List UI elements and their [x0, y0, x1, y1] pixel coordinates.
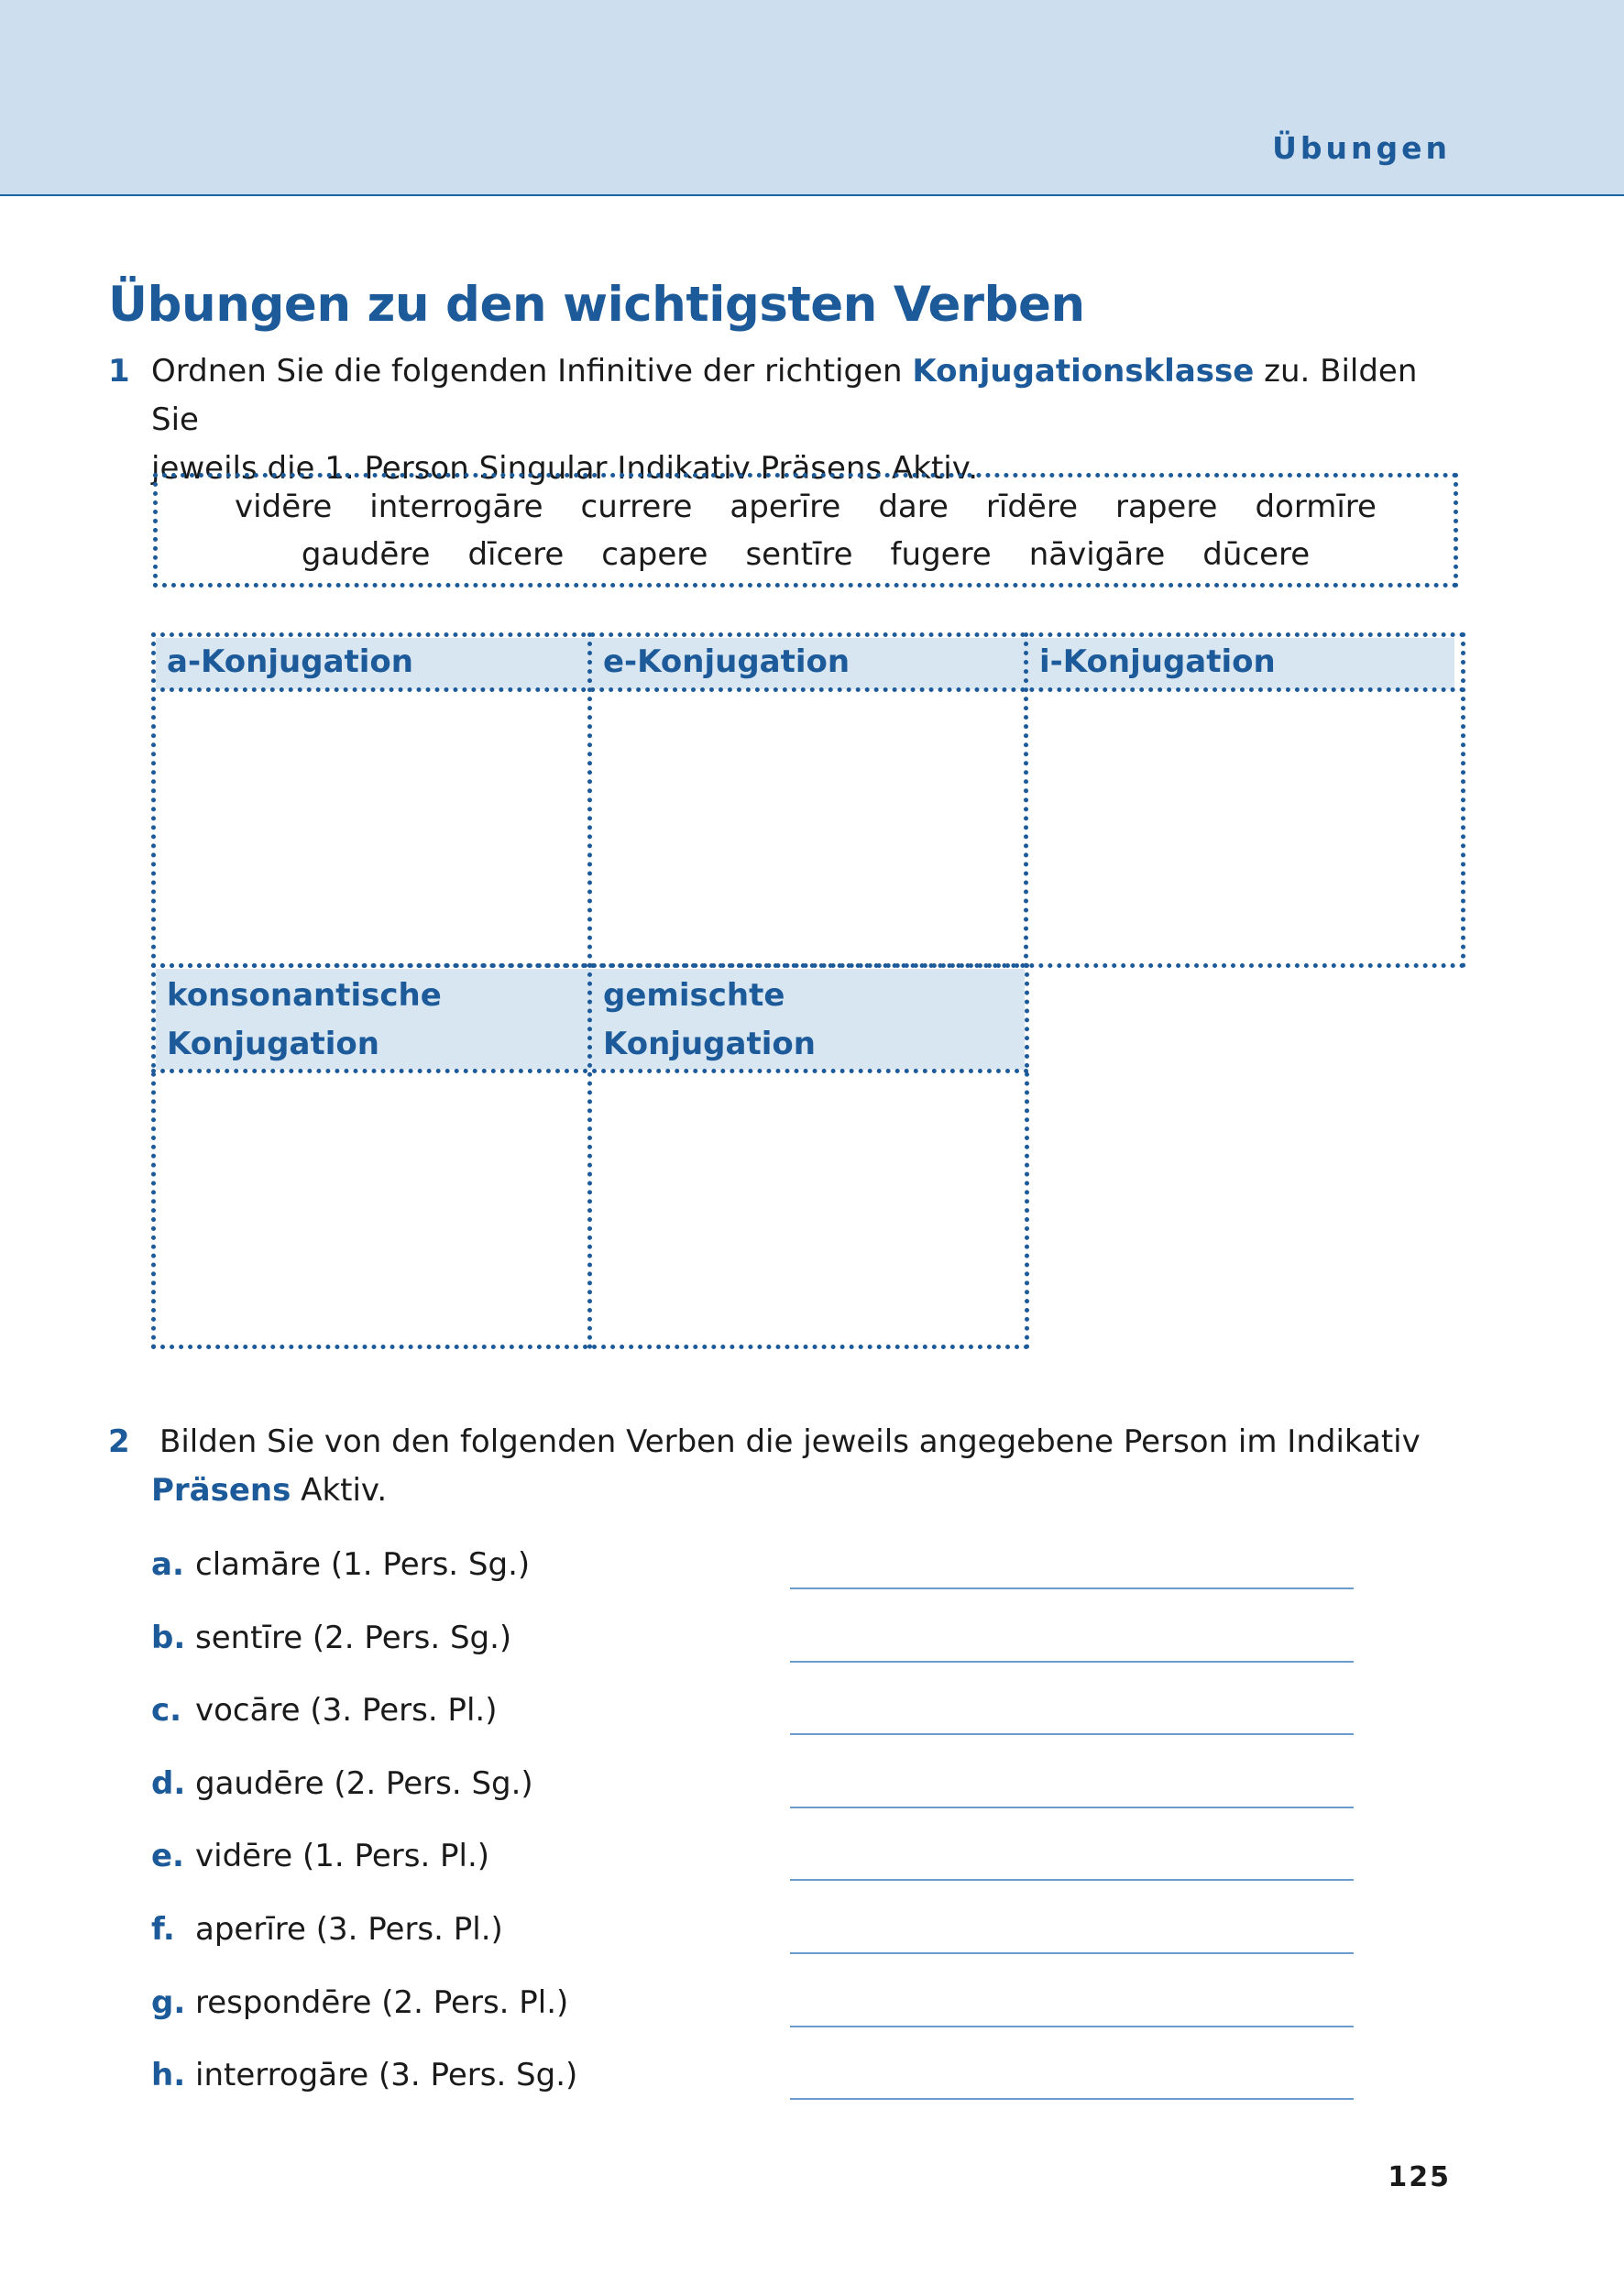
answer-line[interactable]	[790, 1807, 1354, 1808]
bottom-grid-divider	[587, 963, 592, 1349]
answer-area-e[interactable]	[594, 695, 1020, 962]
answer-line[interactable]	[790, 2098, 1354, 2100]
task-1-line-2: jeweils die 1. Person Singular Indikativ Präsens Aktiv.	[151, 450, 979, 487]
task-1-text-before: Ordnen Sie die folgenden Infinitive der richtigen	[151, 353, 913, 390]
exercise-text: vocāre (3. Pers. Pl.)	[195, 1692, 498, 1729]
header-i-konjugation: i-Konjugation	[1039, 643, 1276, 680]
word: aperīre	[730, 488, 841, 525]
word: dūcere	[1202, 535, 1311, 573]
task-2-line-2	[151, 1467, 1453, 1515]
word: dare	[878, 488, 949, 525]
word-row-2	[302, 531, 1310, 578]
answer-line[interactable]	[790, 1879, 1354, 1881]
task-1-number: 1	[108, 353, 130, 390]
word: capere	[601, 535, 708, 573]
top-grid-divider-1	[587, 632, 592, 968]
exercise-letter: d.	[151, 1765, 186, 1802]
header-e-konjugation: e-Konjugation	[603, 643, 850, 680]
header-line: Konjugation	[167, 1026, 379, 1062]
word: interrogāre	[369, 488, 543, 525]
exercise-letter: e.	[151, 1838, 184, 1874]
header-line: Konjugation	[603, 1026, 816, 1062]
word: fugere	[890, 535, 992, 573]
task-1-line-1	[151, 347, 1453, 445]
section-label: Übungen	[1272, 130, 1451, 166]
exercise-letter: a.	[151, 1546, 184, 1583]
header-line: konsonantische	[167, 977, 442, 1014]
exercise-text: aperīre (3. Pers. Pl.)	[195, 1911, 503, 1948]
exercise-text: clamāre (1. Pers. Sg.)	[195, 1546, 531, 1583]
exercise-letter: c.	[151, 1692, 182, 1729]
answer-area-gemischt[interactable]	[594, 1076, 1023, 1344]
exercise-text: gaudēre (2. Pers. Sg.)	[195, 1765, 533, 1802]
task-2-keyword: Präsens	[151, 1472, 291, 1509]
word: currere	[580, 488, 693, 525]
top-grid-header-divider	[151, 687, 1465, 692]
answer-line[interactable]	[790, 1661, 1354, 1663]
exercise-letter: f.	[151, 1911, 175, 1948]
task-1-instructions	[151, 347, 1453, 493]
word-row-1	[235, 483, 1377, 531]
answer-area-konsonantisch[interactable]	[158, 1076, 584, 1344]
word: vidēre	[235, 488, 333, 525]
header-line: gemischte	[603, 977, 785, 1014]
word: rīdēre	[985, 488, 1078, 525]
exercise-text: interrogāre (3. Pers. Sg.)	[195, 2057, 578, 2093]
task-2-instructions	[159, 1418, 1461, 1467]
answer-line[interactable]	[790, 1952, 1354, 1954]
top-grid-divider-2	[1024, 632, 1028, 968]
word: gaudēre	[301, 535, 431, 573]
answer-line[interactable]	[790, 1733, 1354, 1735]
exercise-letter: b.	[151, 1620, 186, 1656]
exercise-letter: h.	[151, 2057, 186, 2093]
task-2-line-1: Bilden Sie von den folgenden Verben die jeweils angegebene Person im Indikativ	[159, 1423, 1421, 1460]
answer-line[interactable]	[790, 2026, 1354, 2027]
word: rapere	[1115, 488, 1218, 525]
word: sentīre	[745, 535, 853, 573]
task-2-text-after: Aktiv.	[291, 1472, 388, 1509]
task-1-text-after: zu. Bilden Sie	[151, 353, 1418, 438]
page-title: Übungen zu den wichtigsten Verben	[108, 277, 1085, 333]
word: dīcere	[467, 535, 565, 573]
word-box	[153, 473, 1458, 588]
word: nāvigāre	[1028, 535, 1166, 573]
header-band	[0, 0, 1624, 196]
answer-area-i[interactable]	[1030, 695, 1459, 962]
task-2-number: 2	[108, 1423, 130, 1460]
exercise-text: vidēre (1. Pers. Pl.)	[195, 1838, 490, 1874]
exercise-text: respondēre (2. Pers. Pl.)	[195, 1984, 569, 2021]
header-a-konjugation: a-Konjugation	[167, 643, 413, 680]
task-1-keyword: Konjugationsklasse	[912, 353, 1255, 390]
exercise-text: sentīre (2. Pers. Sg.)	[195, 1620, 512, 1656]
page-number: 125	[1388, 2161, 1451, 2193]
word: dormīre	[1255, 488, 1377, 525]
exercise-letter: g.	[151, 1984, 186, 2021]
answer-line[interactable]	[790, 1587, 1354, 1589]
answer-area-a[interactable]	[158, 695, 584, 962]
